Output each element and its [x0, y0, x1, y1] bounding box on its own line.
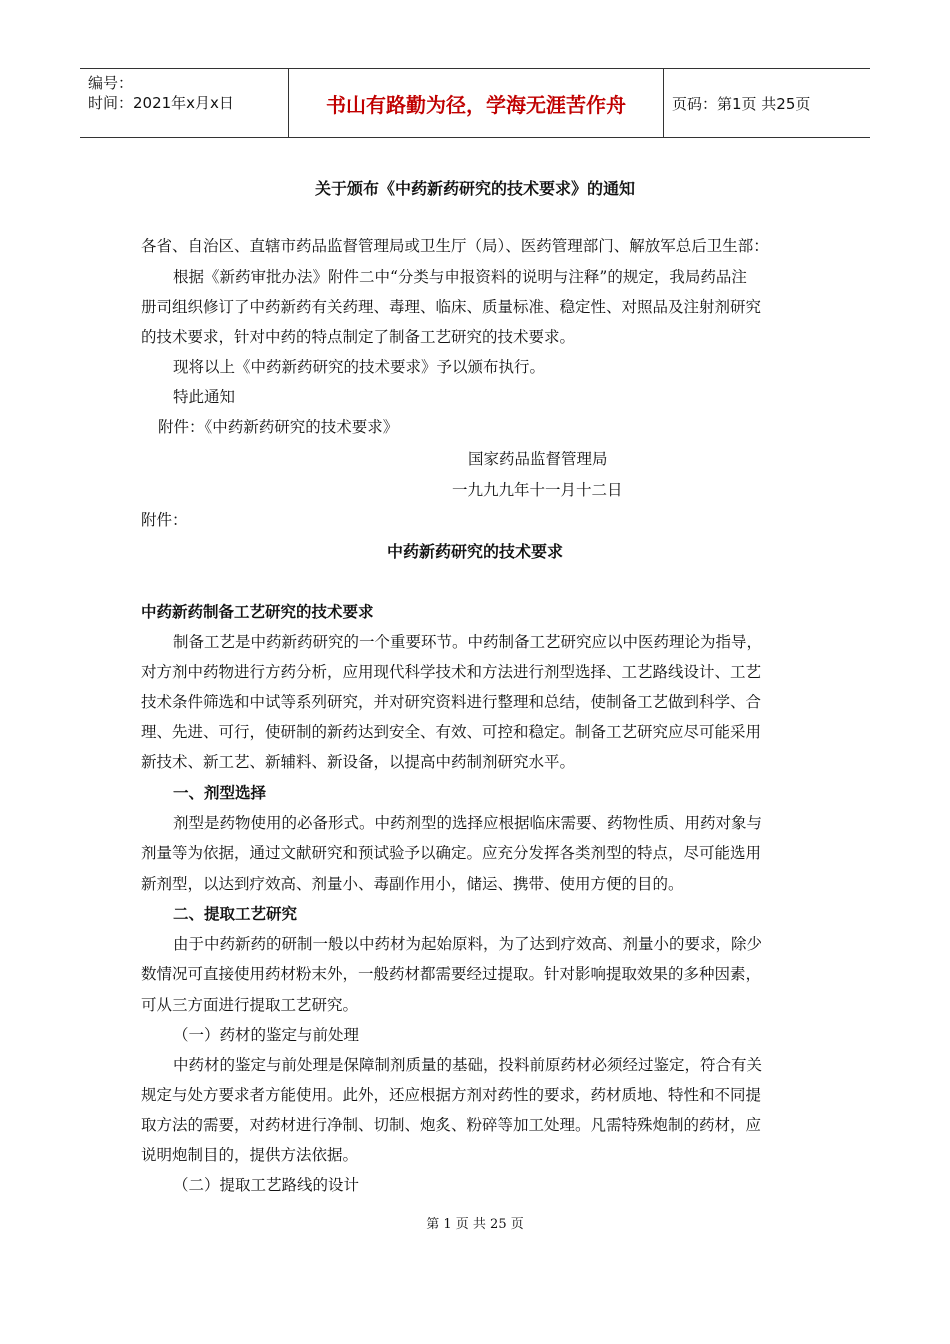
paragraph-line: 数情况可直接使用药材粉末外，一般药材都需要经过提取。针对影响提取效果的多种因素，: [141, 965, 762, 983]
page-header: [80, 68, 870, 138]
paragraph-line: 剂量等为依据，通过文献研究和预试验予以确定。应充分发挥各类剂型的特点，尽可能选用: [141, 844, 762, 862]
time-label: 时间：2021年x月x日: [88, 94, 234, 112]
paragraph-line: 技术条件筛选和中试等系列研究，并对研究资料进行整理和总结，使制备工艺做到科学、合: [141, 693, 762, 711]
paragraph-line: 册司组织修订了中药新药有关药理、毒理、临床、质量标准、稳定性、对照品及注射剂研究: [141, 298, 762, 316]
subheading-2: （二）提取工艺路线的设计: [173, 1176, 360, 1194]
header-page-info: 页码：第1页 共25页: [672, 94, 811, 113]
paragraph-line: 可从三方面进行提取工艺研究。: [141, 996, 359, 1014]
paragraph-line: 由于中药新药的研制一般以中药材为起始原料，为了达到疗效高、剂量小的要求，除少: [173, 935, 763, 953]
section-title: 中药新药制备工艺研究的技术要求: [141, 603, 374, 621]
attachment-label: 附件：: [141, 511, 188, 529]
paragraph-line: 根据《新药审批办法》附件二中“分类与申报资料的说明与注释”的规定，我局药品注: [173, 268, 747, 286]
header-motto: 书山有路勤为径，学海无涯苦作舟: [288, 69, 664, 137]
issuer: 国家药品监督管理局: [468, 450, 608, 468]
page-footer: 第 1 页 共 25 页: [426, 1217, 524, 1232]
closing-line: 特此通知: [173, 388, 236, 406]
paragraph-line: 新剂型，以达到疗效高、剂量小、毒副作用小，储运、携带、使用方便的目的。: [141, 875, 684, 893]
paragraph-line: 理、先进、可行，使研制的新药达到安全、有效、可控和稳定。制备工艺研究应尽可能采用: [141, 723, 762, 741]
paragraph-line: 新技术、新工艺、新辅料、新设备，以提高中药制剂研究水平。: [141, 753, 576, 771]
main-title: 中药新药研究的技术要求: [386, 542, 563, 561]
paragraph-line: 中药材的鉴定与前处理是保障制剂质量的基础，投料前原药材必须经过鉴定，符合有关: [173, 1056, 763, 1074]
number-label: 编号：: [88, 74, 134, 92]
paragraph-line: 现将以上《中药新药研究的技术要求》予以颁布执行。: [173, 358, 546, 376]
attachment-note: 附件：《中药新药研究的技术要求》: [158, 418, 399, 436]
paragraph-line: 的技术要求，针对中药的特点制定了制备工艺研究的技术要求。: [141, 328, 576, 346]
heading-1: 一、剂型选择: [173, 784, 267, 802]
issue-date: 一九九九年十一月十二日: [452, 481, 623, 499]
paragraph-line: 规定与处方要求者方能使用。此外，还应根据方剂对药性的要求，药材质地、特性和不同提: [141, 1086, 762, 1104]
recipients: 各省、自治区、直辖市药品监督管理局或卫生厅（局）、医药管理部门、解放军总后卫生部：: [141, 237, 769, 255]
heading-2: 二、提取工艺研究: [173, 905, 298, 923]
notice-title: 关于颁布《中药新药研究的技术要求》的通知: [314, 179, 635, 198]
paragraph-line: 制备工艺是中药新药研究的一个重要环节。中药制备工艺研究应以中医药理论为指导，: [173, 633, 763, 651]
paragraph-line: 剂型是药物使用的必备形式。中药剂型的选择应根据临床需要、药物性质、用药对象与: [173, 814, 763, 832]
header-meta: [80, 69, 288, 137]
subheading-1: （一）药材的鉴定与前处理: [173, 1026, 360, 1044]
paragraph-line: 说明炮制目的，提供方法依据。: [141, 1146, 359, 1164]
paragraph-line: 取方法的需要，对药材进行净制、切制、炮炙、粉碎等加工处理。凡需特殊炮制的药材，应: [141, 1116, 762, 1134]
paragraph-line: 对方剂中药物进行方药分析，应用现代科学技术和方法进行剂型选择、工艺路线设计、工艺: [141, 663, 762, 681]
